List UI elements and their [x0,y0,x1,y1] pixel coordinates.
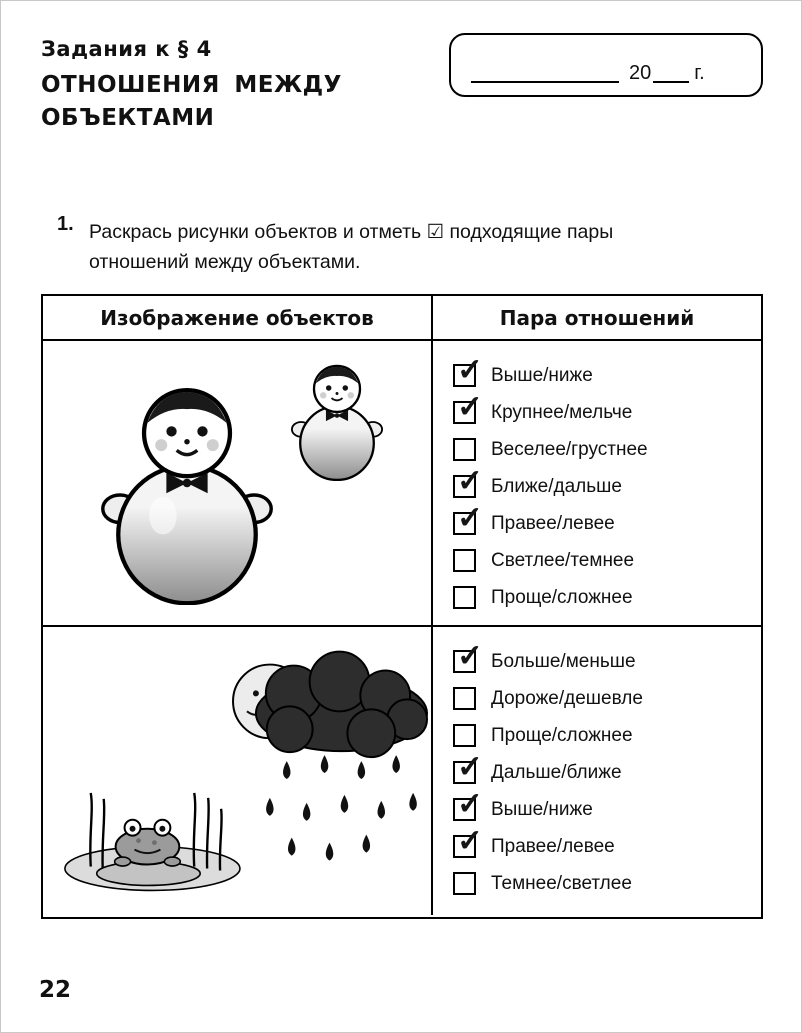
table-row [43,341,761,627]
checkbox[interactable] [453,638,483,673]
relation-option-label: Правее/левее [491,835,615,857]
task-text-line1: Раскрась рисунки объектов и отметь ☑ подходящие пары [89,221,614,243]
checkbox[interactable] [453,749,483,784]
checkbox[interactable] [453,352,483,387]
task-text-line2: отношений между объектами. [89,251,361,274]
relation-option[interactable] [453,786,761,828]
relation-option[interactable] [453,352,761,394]
check-mark: ✓ [457,352,483,387]
relation-option[interactable] [453,431,761,468]
page-title-line2: ОБЪЕКТАМИ [41,105,215,132]
checkbox[interactable] [453,724,476,747]
relation-option[interactable] [453,638,761,680]
frog-and-cloud-image [43,643,431,905]
tumbler-dolls-image-cell [43,341,433,625]
check-mark: ✓ [457,823,483,858]
page-number: 22 [39,977,72,1003]
checkbox[interactable] [453,586,476,609]
task-text [89,217,729,277]
task-number: 1. [57,213,74,235]
date-year-prefix: 20 [629,62,652,84]
checkbox[interactable] [453,872,476,895]
check-mark: ✓ [457,463,483,498]
relation-option-label: Выше/ниже [491,364,593,386]
relation-option-label: Дороже/дешевле [491,687,643,709]
relation-options-row1 [433,341,761,625]
date-suffix: г. [694,62,705,84]
page-header [41,37,342,136]
task-1 [57,213,729,277]
check-mark: ✓ [457,786,483,821]
relation-option[interactable] [453,579,761,616]
check-mark: ✓ [457,500,483,535]
relation-option[interactable] [453,680,761,717]
relation-option[interactable] [453,389,761,431]
checkbox[interactable] [453,500,483,535]
relation-option-label: Темнее/светлее [491,872,632,894]
relation-option-label: Выше/ниже [491,798,593,820]
table-header-row [43,296,761,341]
relation-option-label: Ближе/дальше [491,475,622,497]
relation-option-label: Правее/левее [491,512,615,534]
relation-option-label: Крупнее/мельче [491,401,633,423]
relation-option[interactable] [453,749,761,791]
relation-option[interactable] [453,542,761,579]
checkbox[interactable] [453,463,483,498]
checkbox[interactable] [453,823,483,858]
relation-option[interactable] [453,823,761,865]
tumbler-doll-small-image [291,363,383,481]
date-year-blank[interactable] [653,61,689,83]
relation-option[interactable] [453,717,761,754]
checkbox[interactable] [453,786,483,821]
page-title-line1: ОТНОШЕНИЯ МЕЖДУ [41,72,342,98]
checkbox[interactable] [453,687,476,710]
relation-options-row2 [433,627,761,915]
relation-option-label: Светлее/темнее [491,549,635,571]
column-header-relations: Пара отношений [499,305,695,330]
table-row [43,627,761,915]
relation-option-label: Проще/сложнее [491,586,633,608]
relation-option-label: Проще/сложнее [491,724,633,746]
column-header-images: Изображение объектов [43,296,433,339]
tumbler-doll-large-image [101,385,273,605]
date-blank-line[interactable] [471,61,619,83]
section-subtitle: Задания к § 4 [41,37,212,61]
check-mark: ✓ [457,389,483,424]
relation-option[interactable] [453,865,761,902]
relation-option-label: Больше/меньше [491,650,636,672]
date-box [449,33,763,97]
checkbox[interactable] [453,389,483,424]
relation-option-label: Дальше/ближе [491,761,622,783]
relation-option[interactable] [453,463,761,505]
relation-option-label: Веселее/грустнее [491,438,648,460]
relations-table [41,294,763,919]
check-mark: ✓ [457,749,483,784]
page-title [41,69,342,136]
frog-and-cloud-image-cell [43,627,433,915]
relation-option[interactable] [453,500,761,542]
check-mark: ✓ [457,638,483,673]
checkbox[interactable] [453,438,476,461]
checkbox[interactable] [453,549,476,572]
